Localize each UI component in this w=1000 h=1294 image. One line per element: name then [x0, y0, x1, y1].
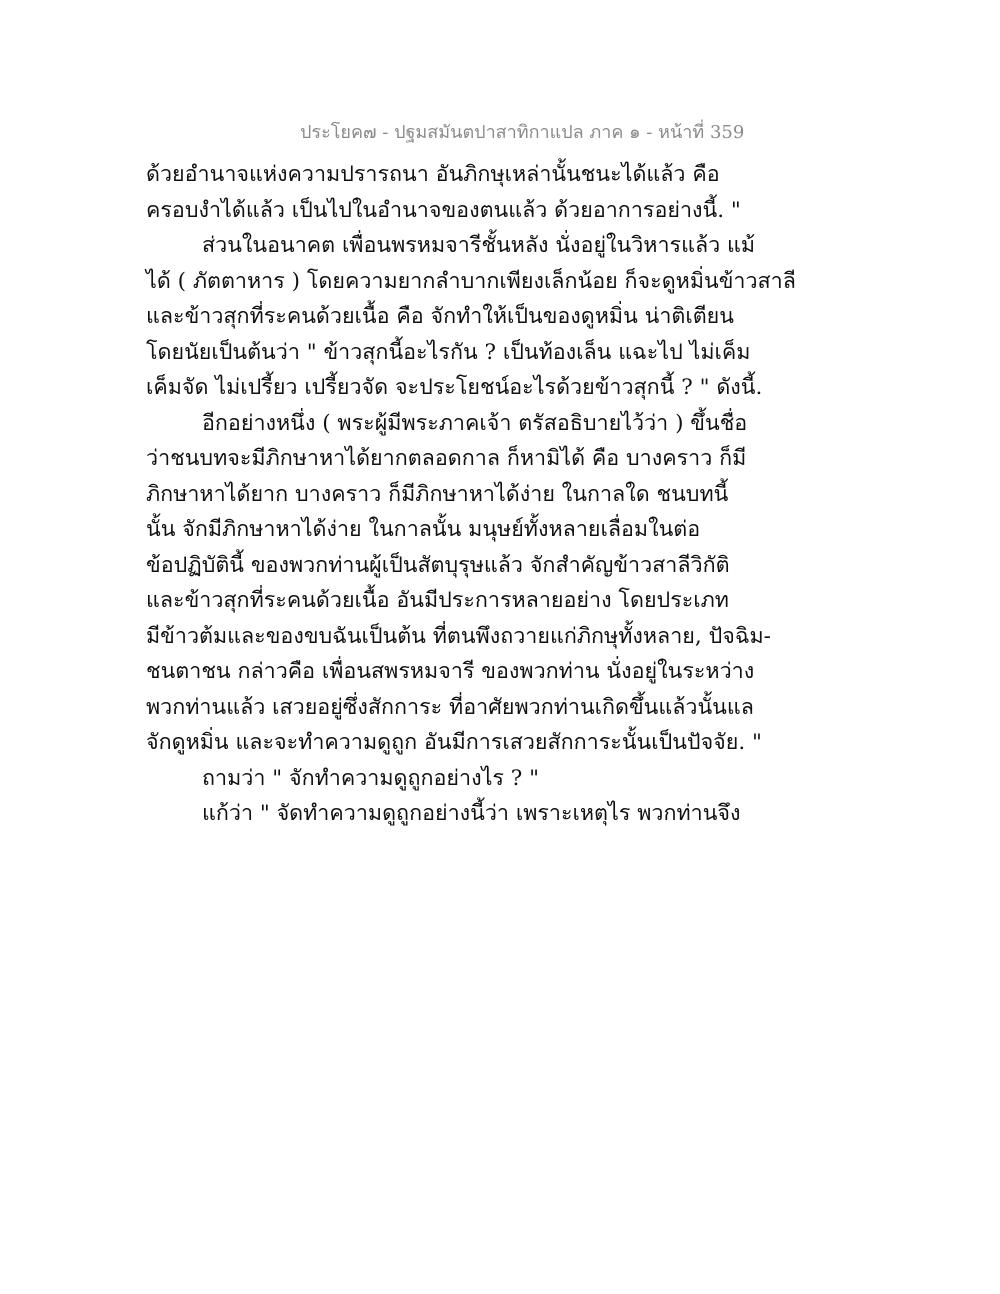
- text-line: ได้ ( ภัตตาหาร ) โดยความยากลำบากเพียงเล็กน้อย ก็จะดูหมิ่นข้าวสาลี: [146, 268, 796, 294]
- paragraph-first-line: ถามว่า " จักทำความดูถูกอย่างไร ? ": [202, 765, 540, 791]
- text-line: ด้วยอำนาจแห่งความปรารถนา อันภิกษุเหล่านั้นชนะได้แล้ว คือ: [146, 162, 720, 187]
- text-line: ชนตาชน กล่าวคือ เพื่อนสพรหมจารี ของพวกท่าน นั่งอยู่ในระหว่าง: [146, 659, 755, 684]
- text-line: โดยนัยเป็นต้นว่า " ข้าวสุกนี้อะไรกัน ? เป็นท้องเล็น แฉะไป ไม่เค็ม: [146, 339, 751, 365]
- text-line: และข้าวสุกที่ระคนด้วยเนื้อ คือ จักทำให้เป็นของดูหมิ่น น่าติเตียน: [146, 304, 734, 329]
- text-line: ภิกษาหาได้ยาก บางคราว ก็มีภิกษาหาได้ง่าย ในกาลใด ชนบทนี้: [146, 481, 729, 507]
- paragraph-first-line: อีกอย่างหนึ่ง ( พระผู้มีพระภาคเจ้า ตรัสอธิบายไว้ว่า ) ขึ้นชื่อ: [202, 410, 748, 436]
- text-line: ว่าชนบทจะมีภิกษาหาได้ยากตลอดกาล ก็หามิได้ คือ บางคราว ก็มี: [146, 446, 747, 471]
- text-line: มีข้าวต้มและของขบฉันเป็นต้น ที่ตนพึงถวายแก่ภิกษุทั้งหลาย, ปัจฉิม-: [146, 623, 771, 649]
- text-line: พวกท่านแล้ว เสวยอยู่ซึ่งสักการะ ที่อาศัยพวกท่านเกิดขึ้นแล้วนั้นแล: [146, 694, 754, 720]
- running-header: ประโยค๗ - ปฐมสมันตปาสาทิกาแปล ภาค ๑ - หน้าที่ 359: [300, 122, 745, 143]
- text-line: ข้อปฏิบัตินี้ ของพวกท่านผู้เป็นสัตบุรุษแล้ว จักสำคัญข้าวสาลีวิกัติ: [146, 552, 730, 578]
- text-line: ครอบงำได้แล้ว เป็นไปในอำนาจของตนแล้ว ด้วยอาการอย่างนี้. ": [146, 197, 741, 223]
- text-line: นั้น จักมีภิกษาหาได้ง่าย ในกาลนั้น มนุษย์ทั้งหลายเลื่อมในต่อ: [146, 517, 701, 542]
- text-line: จักดูหมิ่น และจะทำความดูถูก อันมีการเสวยสักการะนั้นเป็นปัจจัย. ": [146, 730, 762, 755]
- paragraph-first-line: แก้ว่า " จัดทำความดูถูกอย่างนี้ว่า เพราะเหตุไร พวกท่านจึง: [202, 801, 741, 826]
- text-line: และข้าวสุกที่ระคนด้วยเนื้อ อันมีประการหลายอย่าง โดยประเภท: [146, 588, 729, 613]
- text-line: เค็มจัด ไม่เปรี้ยว เปรี้ยวจัด จะประโยชน์อะไรด้วยข้าวสุกนี้ ? " ดังนี้.: [146, 375, 763, 400]
- paragraph-first-line: ส่วนในอนาคต เพื่อนพรหมจารีชั้นหลัง นั่งอยู่ในวิหารแล้ว แม้: [202, 233, 756, 258]
- body-text: [146, 157, 796, 832]
